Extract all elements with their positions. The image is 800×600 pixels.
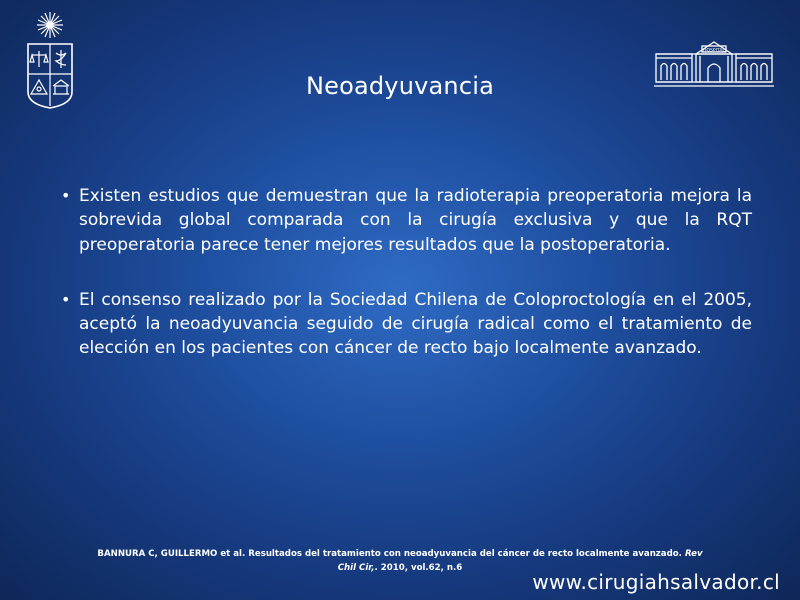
bullet-list xyxy=(60,184,752,392)
reference-text: BANNURA C, GUILLERMO et al. Resultados del tratamiento con neoadyuvancia del cáncer de recto localmente avanzado. xyxy=(97,549,682,559)
bullet-item: • El consenso realizado por la Sociedad Chilena de Coloproctología en el 2005, aceptó la neoadyuvancia seguido de cirugía radical como el tratamiento de elección en los pacientes con cáncer de recto bajo localmente avanzado. xyxy=(60,288,752,361)
hospital-sign-text: HOSPITAL xyxy=(703,48,725,54)
website-url: www.cirugiahsalvador.cl xyxy=(532,570,780,594)
bullet-item: • Existen estudios que demuestran que la radioterapia preoperatoria mejora la sobrevida global comparada con la cirugía exclusiva y que la RQT preoperatoria parece tener mejores resultados que la postoperatoria. xyxy=(60,184,752,257)
reference-details: . 2010, vol.62, n.6 xyxy=(374,563,463,573)
slide-title: Neoadyuvancia xyxy=(305,72,495,100)
reference-journal: Rev Chil Cir, xyxy=(337,549,703,573)
